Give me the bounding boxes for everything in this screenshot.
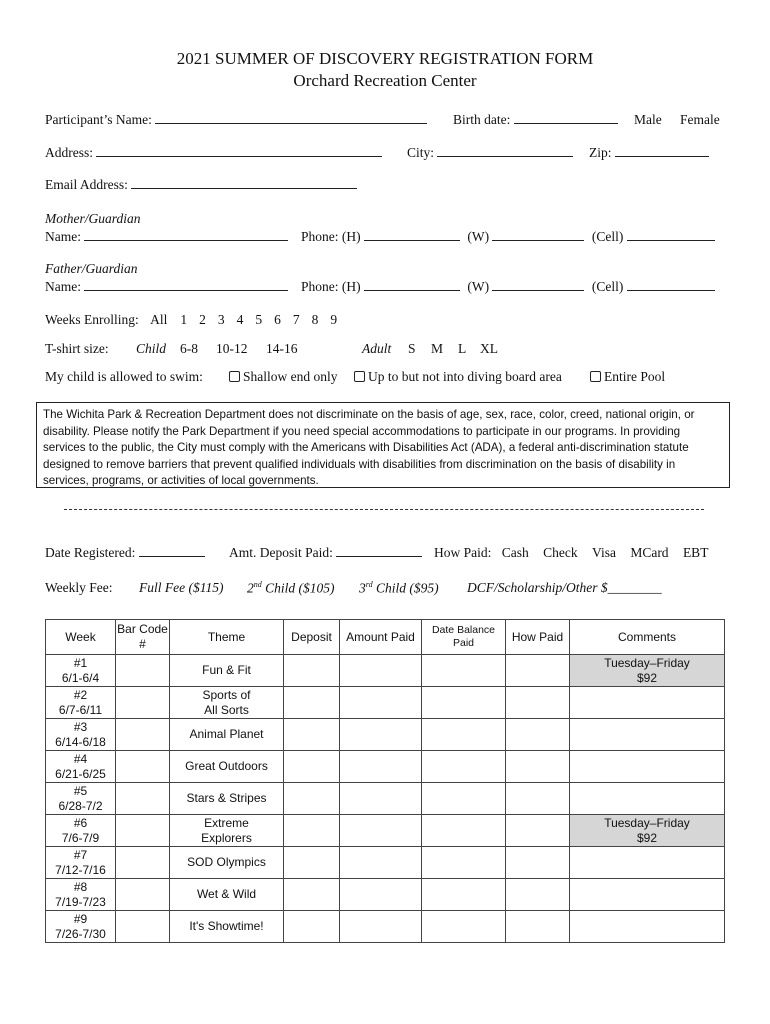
how-paid-row xyxy=(434,545,708,561)
father-name-label: Name: xyxy=(45,279,81,294)
week-number: #3 xyxy=(73,719,88,734)
barcode-cell[interactable] xyxy=(116,911,170,943)
form-subtitle: Orchard Recreation Center xyxy=(293,71,477,90)
swim-option-shallow-label: Shallow end only xyxy=(243,369,338,384)
tshirt-child-14-16[interactable]: 14-16 xyxy=(266,341,298,356)
theme-cell: Wet & Wild xyxy=(170,879,284,911)
pay-option-mcard[interactable]: MCard xyxy=(630,545,669,560)
weeks-option-7[interactable]: 7 xyxy=(292,312,300,327)
week-dates: 6/1-6/4 xyxy=(61,670,100,685)
birth-date-row xyxy=(453,112,618,128)
swim-option-entire-label: Entire Pool xyxy=(604,369,666,384)
amount-paid-cell[interactable] xyxy=(340,719,422,751)
barcode-cell[interactable] xyxy=(116,687,170,719)
checkbox-icon[interactable] xyxy=(354,371,365,382)
table-row xyxy=(46,847,725,879)
mother-cell-label: (Cell) xyxy=(591,229,624,244)
barcode-cell[interactable] xyxy=(116,847,170,879)
weeks-enrolling-row xyxy=(45,312,337,328)
father-name-field[interactable] xyxy=(84,279,288,291)
tshirt-adult-s[interactable]: S xyxy=(408,341,416,356)
header-deposit: Deposit xyxy=(284,620,340,655)
table-row xyxy=(46,751,725,783)
fee-third-child[interactable] xyxy=(359,580,439,597)
week-cell xyxy=(46,751,116,783)
week-dates: 6/28-7/2 xyxy=(58,798,103,813)
week-dates: 6/14-6/18 xyxy=(55,734,106,749)
table-row xyxy=(46,911,725,943)
checkbox-icon[interactable] xyxy=(590,371,601,382)
swim-option-diving[interactable] xyxy=(354,369,562,385)
week-dates: 7/12-7/16 xyxy=(55,862,106,877)
fee-third-child-number: 3 xyxy=(359,580,366,596)
week-number: #1 xyxy=(73,655,88,670)
week-dates: 7/6-7/9 xyxy=(61,830,100,845)
week-cell xyxy=(46,783,116,815)
theme-cell: Fun & Fit xyxy=(170,655,284,687)
table-header-row xyxy=(46,620,725,655)
weeks-option-6[interactable]: 6 xyxy=(274,312,281,327)
barcode-cell[interactable] xyxy=(116,783,170,815)
birth-date-label: Birth date: xyxy=(453,112,511,127)
how-paid-cell[interactable] xyxy=(506,655,570,687)
address-row xyxy=(45,145,382,161)
tshirt-adult-label: Adult xyxy=(362,341,392,356)
week-number: #2 xyxy=(73,687,88,702)
weeks-option-1[interactable]: 1 xyxy=(180,312,188,327)
week-cell xyxy=(46,687,116,719)
header-comments: Comments xyxy=(570,620,725,655)
week-number: #5 xyxy=(73,783,88,798)
tshirt-child-10-12[interactable]: 10-12 xyxy=(216,341,248,356)
tshirt-child-label: Child xyxy=(136,341,167,356)
pay-option-visa[interactable]: Visa xyxy=(592,545,616,560)
deposit-cell[interactable] xyxy=(284,719,340,751)
theme-cell: Sports of All Sorts xyxy=(170,687,284,719)
weeks-option-8[interactable]: 8 xyxy=(311,312,319,327)
header-week: Week xyxy=(46,620,116,655)
participant-name-label: Participant’s Name: xyxy=(45,112,152,127)
comments-cell[interactable]: Tuesday–Friday $92 xyxy=(570,655,725,687)
date-balance-cell[interactable] xyxy=(422,719,506,751)
mother-name-field[interactable] xyxy=(84,229,288,241)
deposit-field[interactable] xyxy=(336,545,422,557)
amount-paid-cell[interactable] xyxy=(340,655,422,687)
week-cell xyxy=(46,879,116,911)
mother-work-phone-field[interactable] xyxy=(492,229,584,241)
deposit-row xyxy=(229,545,422,561)
week-dates: 6/21-6/25 xyxy=(55,766,106,781)
header-date-balance-paid: Date Balance Paid xyxy=(422,620,506,655)
amount-paid-cell[interactable] xyxy=(340,751,422,783)
theme-cell: It's Showtime! xyxy=(170,911,284,943)
mother-phone-row xyxy=(301,229,715,245)
email-row xyxy=(45,177,357,193)
amount-paid-cell[interactable] xyxy=(340,847,422,879)
weeks-label: Weeks Enrolling: xyxy=(45,312,139,327)
week-dates: 7/19-7/23 xyxy=(55,894,106,909)
father-home-label: Phone: (H) xyxy=(301,279,361,294)
amount-paid-cell[interactable] xyxy=(340,687,422,719)
city-field[interactable] xyxy=(437,145,573,157)
week-cell xyxy=(46,815,116,847)
week-number: #8 xyxy=(73,879,88,894)
mother-work-label: (W) xyxy=(467,229,490,244)
week-dates: 6/7-6/11 xyxy=(58,702,103,717)
tshirt-adult-xl[interactable]: XL xyxy=(480,341,498,356)
deposit-label: Amt. Deposit Paid: xyxy=(229,545,333,560)
gender-female[interactable]: Female xyxy=(680,112,720,127)
weeks-table xyxy=(45,619,725,943)
date-registered-row xyxy=(45,545,205,561)
tshirt-adult-m[interactable]: M xyxy=(431,341,444,356)
tshirt-adult-l[interactable]: L xyxy=(458,341,467,356)
deposit-cell[interactable] xyxy=(284,815,340,847)
nondiscrimination-notice: The Wichita Park & Recreation Department does not discriminate on the basis of age, sex, race, color, creed, national origin, or disability. Please notify the Park Department if you need special accommodations to participate in our programs. In providing services to the public, the City must comply with the Americans with Disabilities Act (ADA), a federal anti-discrimination statute designed to remove barriers that prevent qualified individuals with disabilities from discrimination on the basis of disability in services, programs, or activities of local governments. xyxy=(36,402,730,488)
comments-cell[interactable] xyxy=(570,751,725,783)
pay-option-ebt[interactable]: EBT xyxy=(682,545,709,560)
how-paid-cell[interactable] xyxy=(506,847,570,879)
theme-cell: Stars & Stripes xyxy=(170,783,284,815)
how-paid-cell[interactable] xyxy=(506,751,570,783)
tshirt-child-6-8[interactable]: 6-8 xyxy=(180,341,198,356)
date-registered-label: Date Registered: xyxy=(45,545,136,560)
amount-paid-cell[interactable] xyxy=(340,879,422,911)
zip-field[interactable] xyxy=(615,145,709,157)
barcode-cell[interactable] xyxy=(116,751,170,783)
participant-name-row xyxy=(45,112,427,128)
father-name-row xyxy=(45,279,288,295)
zip-label: Zip: xyxy=(589,145,612,160)
week-number: #6 xyxy=(73,815,88,830)
how-paid-cell[interactable] xyxy=(506,815,570,847)
checkbox-icon[interactable] xyxy=(229,371,240,382)
theme-cell: SOD Olympics xyxy=(170,847,284,879)
pay-option-cash[interactable]: Cash xyxy=(501,545,529,560)
how-paid-cell[interactable] xyxy=(506,687,570,719)
weeks-option-9[interactable]: 9 xyxy=(330,312,338,327)
weeks-option-all[interactable]: All xyxy=(150,312,168,327)
mother-home-phone-field[interactable] xyxy=(364,229,460,241)
date-balance-cell[interactable] xyxy=(422,911,506,943)
how-paid-cell[interactable] xyxy=(506,783,570,815)
father-heading: Father/Guardian xyxy=(45,261,138,276)
header-barcode: Bar Code # xyxy=(116,620,170,655)
address-field[interactable] xyxy=(96,145,382,157)
mother-heading: Mother/Guardian xyxy=(45,211,141,226)
zip-row xyxy=(589,145,709,161)
deposit-cell[interactable] xyxy=(284,879,340,911)
fee-second-child-text: Child ($105) xyxy=(261,580,335,596)
father-phone-row xyxy=(301,279,715,295)
how-paid-cell[interactable] xyxy=(506,911,570,943)
deposit-cell[interactable] xyxy=(284,783,340,815)
mother-home-label: Phone: (H) xyxy=(301,229,361,244)
address-label: Address: xyxy=(45,145,93,160)
email-label: Email Address: xyxy=(45,177,128,192)
swim-option-entire[interactable] xyxy=(590,369,665,385)
father-work-label: (W) xyxy=(467,279,490,294)
how-paid-cell[interactable] xyxy=(506,719,570,751)
date-registered-field[interactable] xyxy=(139,545,205,557)
date-balance-cell[interactable] xyxy=(422,751,506,783)
week-number: #9 xyxy=(73,911,88,926)
fee-other[interactable]: DCF/Scholarship/Other $________ xyxy=(467,580,662,595)
mother-name-row xyxy=(45,229,288,245)
pay-option-check[interactable]: Check xyxy=(543,545,578,560)
city-label: City: xyxy=(407,145,435,160)
table-row xyxy=(46,655,725,687)
week-cell xyxy=(46,847,116,879)
comments-cell[interactable] xyxy=(570,847,725,879)
weeks-option-5[interactable]: 5 xyxy=(255,312,263,327)
comments-cell[interactable] xyxy=(570,911,725,943)
comments-cell[interactable] xyxy=(570,879,725,911)
week-cell xyxy=(46,655,116,687)
week-dates: 7/26-7/30 xyxy=(55,926,106,941)
theme-cell: Extreme Explorers xyxy=(170,815,284,847)
table-row xyxy=(46,687,725,719)
barcode-cell[interactable] xyxy=(116,719,170,751)
deposit-cell[interactable] xyxy=(284,911,340,943)
comments-cell[interactable]: Tuesday–Friday $92 xyxy=(570,815,725,847)
comments-cell[interactable] xyxy=(570,719,725,751)
fee-second-child-number: 2 xyxy=(247,580,254,596)
amount-paid-cell[interactable] xyxy=(340,783,422,815)
amount-paid-cell[interactable] xyxy=(340,815,422,847)
header-how-paid: How Paid xyxy=(506,620,570,655)
theme-cell: Animal Planet xyxy=(170,719,284,751)
weeks-option-3[interactable]: 3 xyxy=(217,312,225,327)
deposit-cell[interactable] xyxy=(284,687,340,719)
father-cell-phone-field[interactable] xyxy=(627,279,715,291)
fee-third-child-suffix: rd xyxy=(365,580,373,589)
date-balance-cell[interactable] xyxy=(422,783,506,815)
week-number: #7 xyxy=(73,847,88,862)
weekly-fee-label: Weekly Fee: xyxy=(45,580,113,595)
father-cell-label: (Cell) xyxy=(591,279,624,294)
swim-option-shallow[interactable] xyxy=(229,369,338,385)
cut-line-divider xyxy=(64,509,704,510)
deposit-cell[interactable] xyxy=(284,847,340,879)
swim-option-diving-label: Up to but not into diving board area xyxy=(368,369,562,384)
weeks-option-2[interactable]: 2 xyxy=(199,312,206,327)
fee-second-child[interactable] xyxy=(247,580,335,597)
fee-full[interactable]: Full Fee ($115) xyxy=(139,580,224,595)
barcode-cell[interactable] xyxy=(116,655,170,687)
birth-date-field[interactable] xyxy=(514,112,618,124)
week-cell xyxy=(46,911,116,943)
mother-name-label: Name: xyxy=(45,229,81,244)
table-row xyxy=(46,879,725,911)
table-row xyxy=(46,719,725,751)
barcode-cell[interactable] xyxy=(116,879,170,911)
date-balance-cell[interactable] xyxy=(422,879,506,911)
deposit-cell[interactable] xyxy=(284,655,340,687)
father-work-phone-field[interactable] xyxy=(492,279,584,291)
form-title: 2021 SUMMER OF DISCOVERY REGISTRATION FORM xyxy=(176,49,594,68)
participant-name-field[interactable] xyxy=(155,112,427,124)
gender-male[interactable]: Male xyxy=(634,112,662,127)
swim-label: My child is allowed to swim: xyxy=(45,369,203,384)
city-row xyxy=(407,145,573,161)
week-number: #4 xyxy=(73,751,88,766)
weeks-option-4[interactable]: 4 xyxy=(236,312,244,327)
comments-cell[interactable] xyxy=(570,783,725,815)
barcode-cell[interactable] xyxy=(116,815,170,847)
date-balance-cell[interactable] xyxy=(422,687,506,719)
theme-cell: Great Outdoors xyxy=(170,751,284,783)
deposit-cell[interactable] xyxy=(284,751,340,783)
date-balance-cell[interactable] xyxy=(422,655,506,687)
header-amount-paid: Amount Paid xyxy=(340,620,422,655)
amount-paid-cell[interactable] xyxy=(340,911,422,943)
table-row xyxy=(46,783,725,815)
table-row xyxy=(46,815,725,847)
tshirt-label: T-shirt size: xyxy=(45,341,109,356)
header-theme: Theme xyxy=(170,620,284,655)
mother-cell-phone-field[interactable] xyxy=(627,229,715,241)
comments-cell[interactable] xyxy=(570,687,725,719)
week-cell xyxy=(46,719,116,751)
email-field[interactable] xyxy=(131,177,357,189)
fee-third-child-text: Child ($95) xyxy=(372,580,439,596)
date-balance-cell[interactable] xyxy=(422,847,506,879)
date-balance-cell[interactable] xyxy=(422,815,506,847)
how-paid-cell[interactable] xyxy=(506,879,570,911)
fee-second-child-suffix: nd xyxy=(253,580,262,589)
father-home-phone-field[interactable] xyxy=(364,279,460,291)
how-paid-label: How Paid: xyxy=(434,545,492,560)
